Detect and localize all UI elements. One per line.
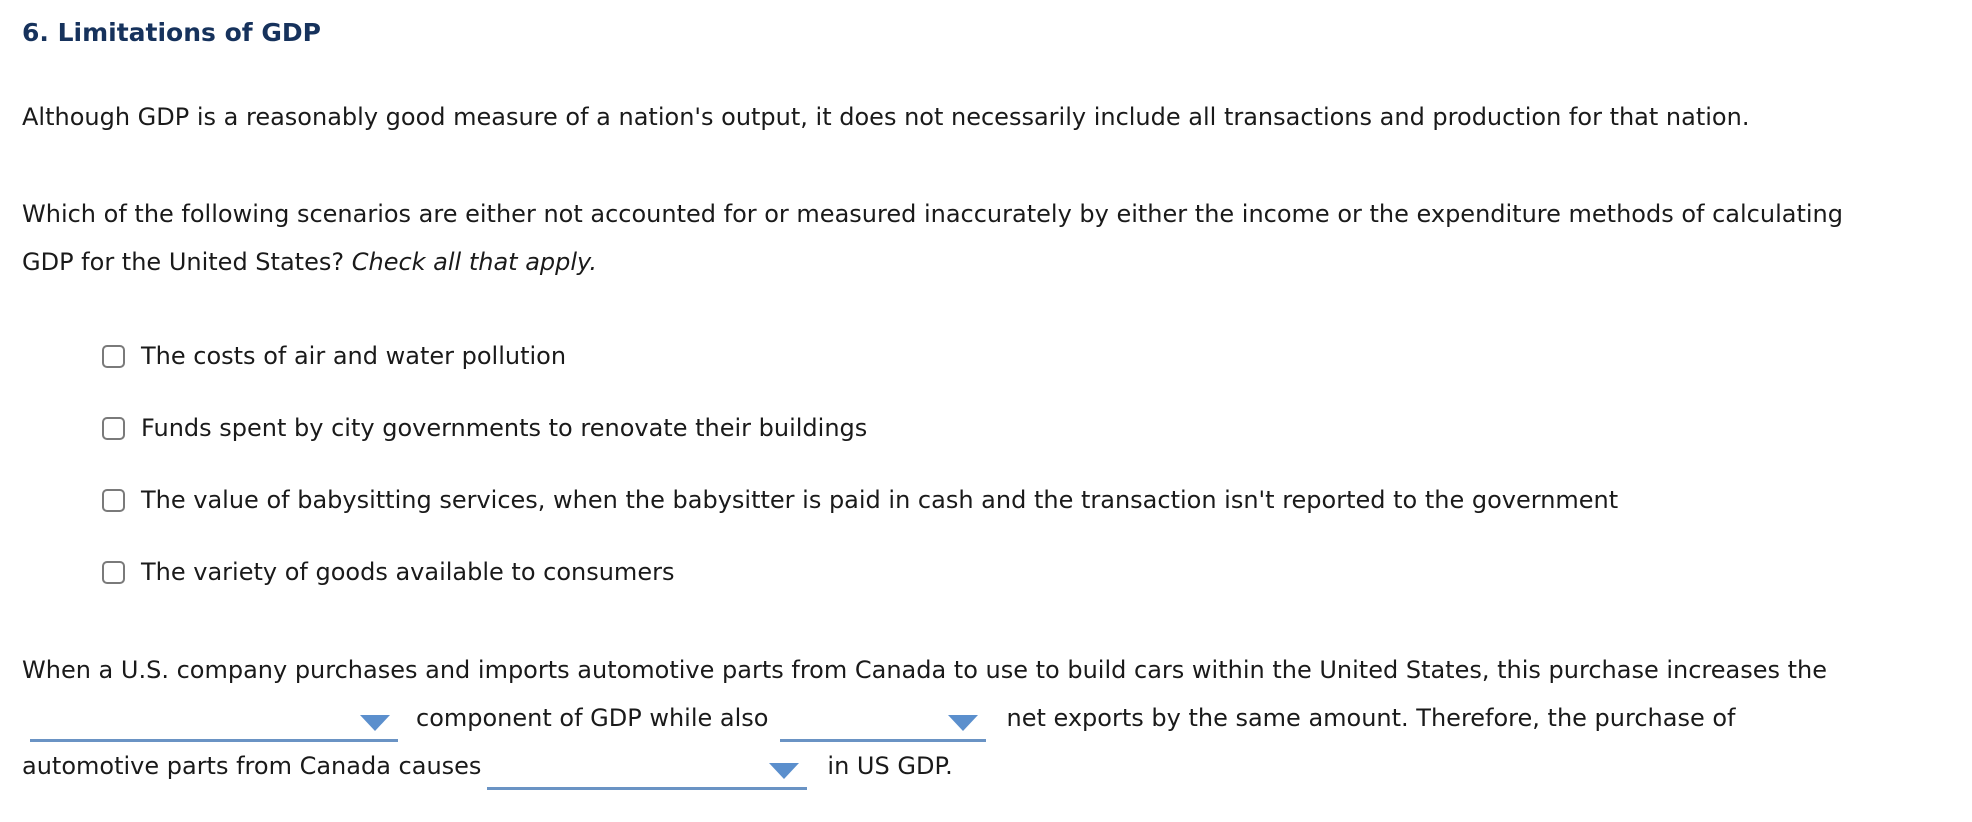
option-label[interactable]: The variety of goods available to consumers	[141, 558, 675, 586]
fill-text-2a: component of GDP while also	[416, 704, 769, 732]
net-exports-effect-dropdown[interactable]	[780, 702, 986, 742]
fill-line-1: When a U.S. company purchases and imports automotive parts from Canada to use to build cars within the United States, this purchase increases the	[22, 656, 1828, 684]
option-label[interactable]: The costs of air and water pollution	[141, 342, 567, 370]
option-item[interactable]	[102, 464, 1618, 536]
checkbox[interactable]	[102, 345, 125, 368]
option-item[interactable]	[102, 392, 1618, 464]
option-item[interactable]	[102, 536, 1618, 608]
checkbox[interactable]	[102, 417, 125, 440]
option-label[interactable]: Funds spent by city governments to renovate their buildings	[141, 414, 868, 442]
checkbox[interactable]	[102, 489, 125, 512]
question-title: 6. Limitations of GDP	[22, 18, 321, 47]
prompt-line-1: Which of the following scenarios are either not accounted for or measured inaccurately by either the income or the expenditure methods of calculating	[22, 200, 1843, 228]
chevron-down-icon	[769, 763, 799, 779]
chevron-down-icon	[360, 715, 390, 731]
gdp-change-dropdown[interactable]	[487, 750, 807, 790]
prompt-instruction: Check all that apply.	[351, 248, 598, 276]
fill-line-3	[22, 742, 1827, 790]
question-prompt	[22, 190, 1843, 286]
options-list	[102, 320, 1618, 608]
chevron-down-icon	[948, 715, 978, 731]
fill-text-3b: in US GDP.	[827, 752, 953, 780]
option-label[interactable]: The value of babysitting services, when the babysitter is paid in cash and the transaction isn't reported to the government	[141, 486, 1619, 514]
intro-text: Although GDP is a reasonably good measure of a nation's output, it does not necessarily include all transactions and production for that nation.	[22, 103, 1750, 131]
fill-text-3a: automotive parts from Canada causes	[22, 752, 482, 780]
prompt-line-2-text: GDP for the United States?	[22, 248, 345, 276]
fill-in-paragraph	[22, 646, 1827, 790]
fill-line-2	[22, 694, 1827, 742]
option-item[interactable]	[102, 320, 1618, 392]
checkbox[interactable]	[102, 561, 125, 584]
prompt-line-2	[22, 238, 1843, 286]
gdp-component-dropdown[interactable]	[30, 702, 398, 742]
fill-text-2b: net exports by the same amount. Therefore, the purchase of	[1006, 704, 1736, 732]
